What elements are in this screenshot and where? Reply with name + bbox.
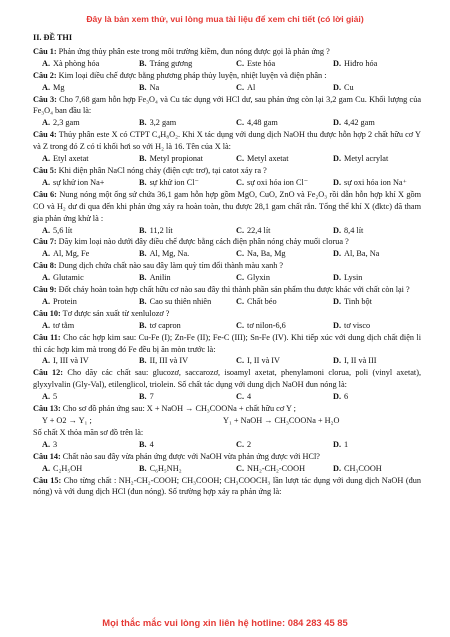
question-text: [33, 70, 421, 82]
question-text: [33, 165, 421, 177]
question-9: [33, 284, 421, 308]
question-label: Câu 13:: [33, 404, 61, 414]
option-d[interactable]: D. sự oxi hóa ion Na⁺: [333, 177, 407, 187]
top-banner: Đây là bản xem thử, vui lòng mua tài liệu để xem chi tiết (có lời giải): [86, 14, 364, 24]
question-15: [33, 475, 421, 499]
question-body: Cho sơ đồ phản ứng sau: X + NaOH → CH₃COONa + chất hữu cơ Y ;: [62, 404, 296, 414]
question-body: Dãy kim loại nào dưới đây điều chế được bằng cách điện phân nóng chảy muối clorua ?: [58, 237, 349, 247]
option-a[interactable]: A. Glutamic: [42, 273, 84, 283]
option-c[interactable]: C. 4,48 gam: [236, 118, 278, 128]
question-body: Cho các hợp kim sau: Cu-Fe (I); Zn-Fe (II); Fe-C (III); Sn-Fe (IV). Khi tiếp xúc với dung dịch chất điện li thì các hợp kim mà trong đó Fe đều bị ăn mòn trước là:: [33, 332, 422, 354]
options-row: [33, 117, 421, 129]
option-b[interactable]: B. sự khử ion Cl⁻: [139, 177, 199, 187]
question-text: [33, 475, 421, 499]
option-a[interactable]: A. C₂H₅OH: [42, 463, 83, 473]
question-12: [33, 367, 421, 403]
option-a[interactable]: A. Protein: [42, 296, 77, 306]
option-d[interactable]: D. Cu: [333, 82, 354, 92]
option-d[interactable]: D. Tinh bột: [333, 296, 372, 306]
question-label: Câu 14:: [33, 451, 61, 461]
question-label: Câu 10:: [33, 308, 61, 318]
question-body: Tơ được sản xuất từ xenlulozơ ?: [62, 308, 170, 318]
option-d[interactable]: D. Metyl acrylat: [333, 154, 389, 164]
question-text: [33, 46, 421, 58]
question-body: Chất nào sau đây vừa phản ứng được với NaOH vừa phản ứng được với HCl?: [62, 451, 320, 461]
question-label: Câu 15:: [33, 475, 62, 485]
option-c[interactable]: C. I, II và IV: [236, 356, 281, 366]
option-b[interactable]: B. Tráng gương: [139, 58, 193, 68]
option-d[interactable]: D. CH₃COOH: [333, 463, 382, 473]
question-body: Phản ứng thủy phân este trong môi trường kiềm, đun nóng được gọi là phản ứng ?: [58, 46, 330, 56]
option-c[interactable]: C. Metyl axetat: [236, 154, 289, 164]
question-1: [33, 46, 421, 70]
option-c[interactable]: C. 22,4 lít: [236, 225, 271, 235]
option-d[interactable]: D. tơ visco: [333, 320, 371, 330]
option-d[interactable]: D. 8,4 lít: [333, 225, 364, 235]
option-d[interactable]: D. Lysin: [333, 273, 363, 283]
question-2: [33, 70, 421, 94]
question-text: [33, 129, 421, 153]
option-b[interactable]: B. Na: [139, 82, 160, 92]
option-d[interactable]: D. 4,42 gam: [333, 118, 375, 128]
question-text: [33, 236, 421, 248]
options-row: [33, 320, 421, 332]
question-text: [33, 403, 421, 415]
question-label: Câu 1:: [33, 46, 57, 56]
options-row: [33, 58, 421, 70]
option-a[interactable]: A. Etyl axetat: [42, 154, 89, 164]
option-a[interactable]: A. 5: [42, 392, 58, 402]
question-text: [33, 367, 421, 391]
question-label: Câu 3:: [33, 94, 57, 104]
question-body: Cho dãy các chất sau: glucozơ, saccarozơ, isoamyl axetat, phenylamoni clorua, poli (vinyl axetat), glyxylvalin (Gly-Val), etilenglicol, triolein. Số chất tác dụng với dung dịch NaOH đun nóng là:: [33, 368, 422, 390]
question-label: Câu 12:: [33, 368, 63, 378]
option-c[interactable]: C. Na, Ba, Mg: [236, 249, 286, 259]
option-b[interactable]: B. 3,2 gam: [139, 118, 177, 128]
options-row: [33, 463, 421, 475]
question-body: Đốt cháy hoàn toàn hợp chất hữu cơ nào sau đây thì thành phần sản phẩm thu được khác với chất còn lại ?: [58, 285, 410, 295]
question-body: Nung nóng một ống sứ chứa 36,1 gam hỗn hợp gồm MgO, CuO, ZnO và Fe₂O₃ rồi dẫn hỗn hợp khí X gồm CO và H₂ dư đi qua đến khi phản ứng xảy ra hoàn toàn, thu được 28,1 gam chất rắn. Tổng thể khí X (đktc) đã tham gia phản ứng khử là :: [33, 189, 422, 223]
option-b[interactable]: B. Metyl propionat: [139, 154, 203, 164]
option-d[interactable]: D. I, II và III: [333, 356, 377, 366]
question-body: Cho 7,68 gam hỗn hợp Fe₃O₄ và Cu tác dụng với HCl dư, sau phản ứng còn lại 3,2 gam Cu. Khối lượng của Fe₃O₄ ban đầu là:: [33, 94, 421, 116]
question-4: [33, 129, 421, 165]
question-body: Dung dịch chứa chất nào sau đây làm quỳ tím đổi thành màu xanh ?: [58, 261, 284, 271]
question-tail: Số chất X thỏa mãn sơ đồ trên là:: [33, 427, 144, 437]
option-c[interactable]: C. tơ nilon-6,6: [236, 320, 286, 330]
question-label: Câu 7:: [33, 237, 57, 247]
option-a[interactable]: A. Al, Mg, Fe: [42, 249, 90, 259]
question-text: [33, 284, 421, 296]
option-c[interactable]: C. NH₂-CH₂-COOH: [236, 463, 306, 473]
options-row: [33, 391, 421, 403]
option-a[interactable]: A. 3: [42, 439, 58, 449]
question-text: [33, 451, 421, 463]
option-a[interactable]: A. Xà phòng hóa: [42, 58, 100, 68]
option-c[interactable]: C. Glyxin: [236, 273, 270, 283]
options-row: [33, 177, 421, 189]
bottom-banner: Mọi thắc mắc vui lòng xin liên hệ hotline: 084 283 45 85: [102, 617, 348, 628]
option-b[interactable]: B. C₆H₅NH₂: [139, 463, 182, 473]
question-body: Cho từng chất : NH₂-CH₂-COOH; CH₃COOH; CH₃COOCH₃ lần lượt tác dụng với dung dịch NaOH (đun nóng) và với dung dịch HCl (đun nóng). Số trường hợp xảy ra phản ứng là:: [33, 475, 422, 497]
option-b[interactable]: B. 11,2 lít: [139, 225, 173, 235]
option-c[interactable]: C. Este hóa: [236, 58, 276, 68]
option-c[interactable]: C. sự oxi hóa ion Cl⁻: [236, 177, 309, 187]
options-row: [33, 248, 421, 260]
question-text: [33, 308, 421, 320]
question-label: Câu 4:: [33, 130, 57, 140]
options-row: [33, 82, 421, 94]
options-row: [33, 225, 421, 237]
option-c[interactable]: C. 4: [236, 392, 252, 402]
question-3: [33, 94, 421, 130]
question-label: Câu 6:: [33, 189, 57, 199]
option-d[interactable]: D. Al, Ba, Na: [333, 249, 380, 259]
option-d[interactable]: D. 6: [333, 392, 349, 402]
option-d[interactable]: D. 1: [333, 439, 349, 449]
question-body: Khi điện phân NaCl nóng chảy (điện cực trơ), tại catot xảy ra ?: [58, 165, 267, 175]
option-b[interactable]: B. Al, Mg, Na.: [139, 249, 190, 259]
question-body: Kim loại điều chế được bằng phương pháp thủy luyện, nhiệt luyện và điện phân :: [58, 70, 327, 80]
question-13: [33, 403, 421, 451]
question-8: [33, 260, 421, 284]
option-c[interactable]: C. Chất béo: [236, 296, 277, 306]
question-5: [33, 165, 421, 189]
question-14: [33, 451, 421, 475]
reaction-line-1: Y + O2 → Y₁ ;: [42, 416, 92, 425]
option-a[interactable]: A. Mg: [42, 82, 65, 92]
question-10: [33, 308, 421, 332]
question-text: [33, 189, 421, 225]
option-b[interactable]: B. 7: [139, 392, 154, 402]
option-b[interactable]: B. Anilin: [139, 273, 171, 283]
question-label: Câu 5:: [33, 165, 57, 175]
options-row: [33, 296, 421, 308]
option-b[interactable]: B. 4: [139, 439, 154, 449]
question-11: [33, 332, 421, 368]
option-b[interactable]: B. II, III và IV: [139, 356, 189, 366]
option-a[interactable]: A. I, III và IV: [42, 356, 89, 366]
reaction-line-2: Y₁ + NaOH → CH₃COONa + H₂O: [223, 416, 340, 425]
question-6: [33, 189, 421, 237]
question-text: [33, 332, 421, 356]
exam-content: [33, 32, 421, 498]
option-b[interactable]: B. tơ capron: [139, 320, 181, 330]
question-text: [33, 260, 421, 272]
question-label: Câu 2:: [33, 70, 57, 80]
options-row: [33, 355, 421, 367]
options-row: [33, 272, 421, 284]
option-b[interactable]: B. Cao su thiên nhiên: [139, 296, 212, 306]
options-row: [33, 153, 421, 165]
option-c[interactable]: C. 2: [236, 439, 252, 449]
option-c[interactable]: C. Al: [236, 82, 256, 92]
section-title: II. ĐỀ THI: [33, 33, 73, 42]
question-label: Câu 11:: [33, 332, 61, 342]
reaction-lines: [33, 415, 421, 427]
option-a[interactable]: A. sự khử ion Na+: [42, 177, 105, 187]
question-label: Câu 8:: [33, 261, 57, 271]
option-a[interactable]: A. tơ tằm: [42, 320, 75, 330]
question-label: Câu 9:: [33, 285, 57, 295]
question-body: Thủy phân este X có CTPT C₄H₈O₂. Khi X tác dụng với dung dịch NaOH thu được hỗn hợp 2 chất hữu cơ Y và Z trong đó Z có tỉ khối hơi so với H₂ là 16. Tên của X là:: [33, 130, 421, 152]
option-a[interactable]: A. 5,6 lít: [42, 225, 73, 235]
options-row: [33, 439, 421, 451]
option-d[interactable]: D. Hiđro hóa: [333, 58, 378, 68]
question-text: [33, 94, 421, 118]
question-list: [33, 46, 421, 403]
question-7: [33, 236, 421, 260]
option-a[interactable]: A. 2,3 gam: [42, 118, 80, 128]
